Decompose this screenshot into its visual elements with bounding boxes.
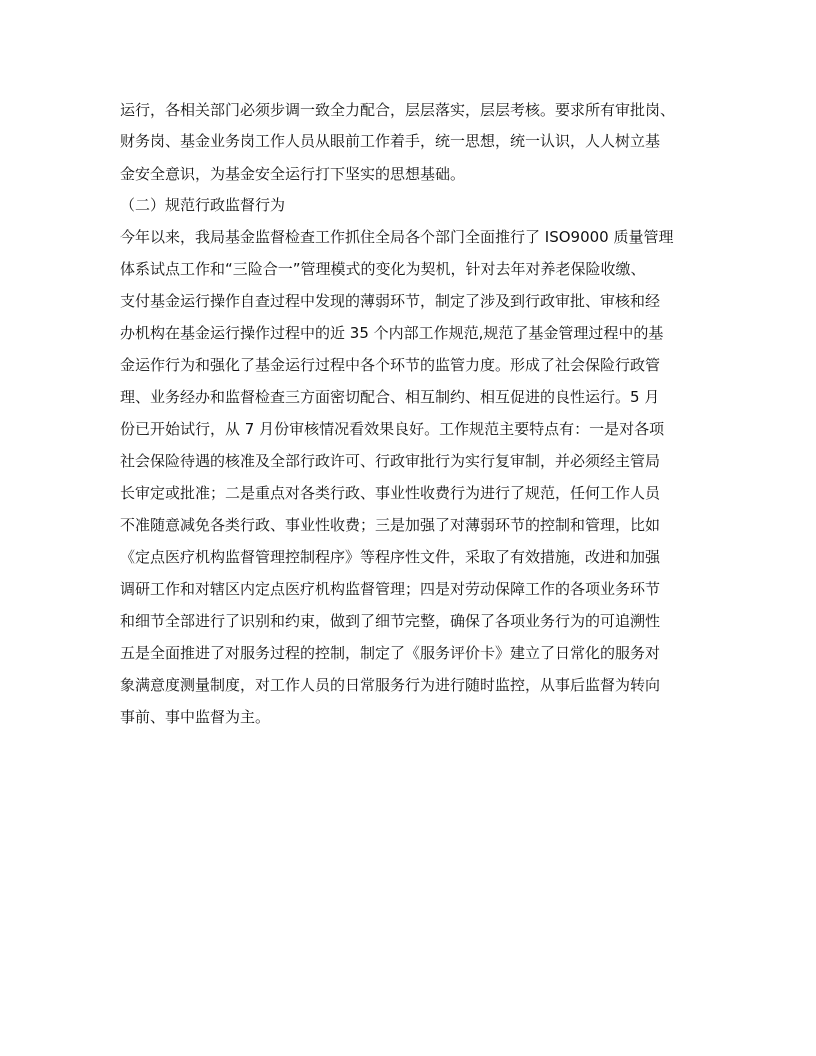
body-line: 五是全面推进了对服务过程的控制，制定了《服务评价卡》建立了日常化的服务对 (120, 644, 661, 662)
body-line: 调研工作和对辖区内定点医疗机构监督管理；四是对劳动保障工作的各项业务环节 (120, 580, 661, 598)
body-line: 社会保险待遇的核准及全部行政许可、行政审批行为实行复审制，并必须经主管局 (120, 452, 661, 470)
body-line: 金运作行为和强化了基金运行过程中各个环节的监管力度。形成了社会保险行政管 (120, 356, 661, 374)
body-line: 事前、事中监督为主。 (120, 708, 271, 726)
section-heading: （二）规范行政监督行为 (120, 196, 286, 214)
body-line: 《定点医疗机构监督管理控制程序》等程序性文件，采取了有效措施，改进和加强 (120, 548, 661, 566)
body-line: 不准随意减免各类行政、事业性收费；三是加强了对薄弱环节的控制和管理，比如 (120, 516, 661, 534)
body-line: 金安全意识，为基金安全运行打下坚实的思想基础。 (120, 165, 466, 183)
body-line: 今年以来，我局基金监督检查工作抓住全局各个部门全面推行了 ISO9000 质量管理 (120, 228, 674, 246)
body-line: 和细节全部进行了识别和约束，做到了细节完整，确保了各项业务行为的可追溯性 (120, 612, 661, 630)
body-line: 体系试点工作和“三险合一”管理模式的变化为契机，针对去年对养老保险收缴、 (120, 260, 646, 278)
body-line: 理、业务经办和监督检查三方面密切配合、相互制约、相互促进的良性运行。5 月 (120, 388, 660, 406)
body-line: 份已开始试行，从 7 月份审核情况看效果良好。工作规范主要特点有：一是对各项 (120, 420, 665, 438)
body-line: 财务岗、基金业务岗工作人员从眼前工作着手，统一思想，统一认识，人人树立基 (120, 132, 661, 150)
body-line: 办机构在基金运行操作过程中的近 35 个内部工作规范,规范了基金管理过程中的基 (120, 324, 664, 342)
body-line: 运行，各相关部门必须步调一致全力配合，层层落实，层层考核。要求所有审批岗、 (120, 101, 676, 119)
body-line: 支付基金运行操作自查过程中发现的薄弱环节，制定了涉及到行政审批、审核和经 (120, 292, 661, 310)
body-line: 长审定或批准；二是重点对各类行政、事业性收费行为进行了规范，任何工作人员 (120, 484, 661, 502)
body-line: 象满意度测量制度，对工作人员的日常服务行为进行随时监控，从事后监督为转向 (120, 676, 661, 694)
